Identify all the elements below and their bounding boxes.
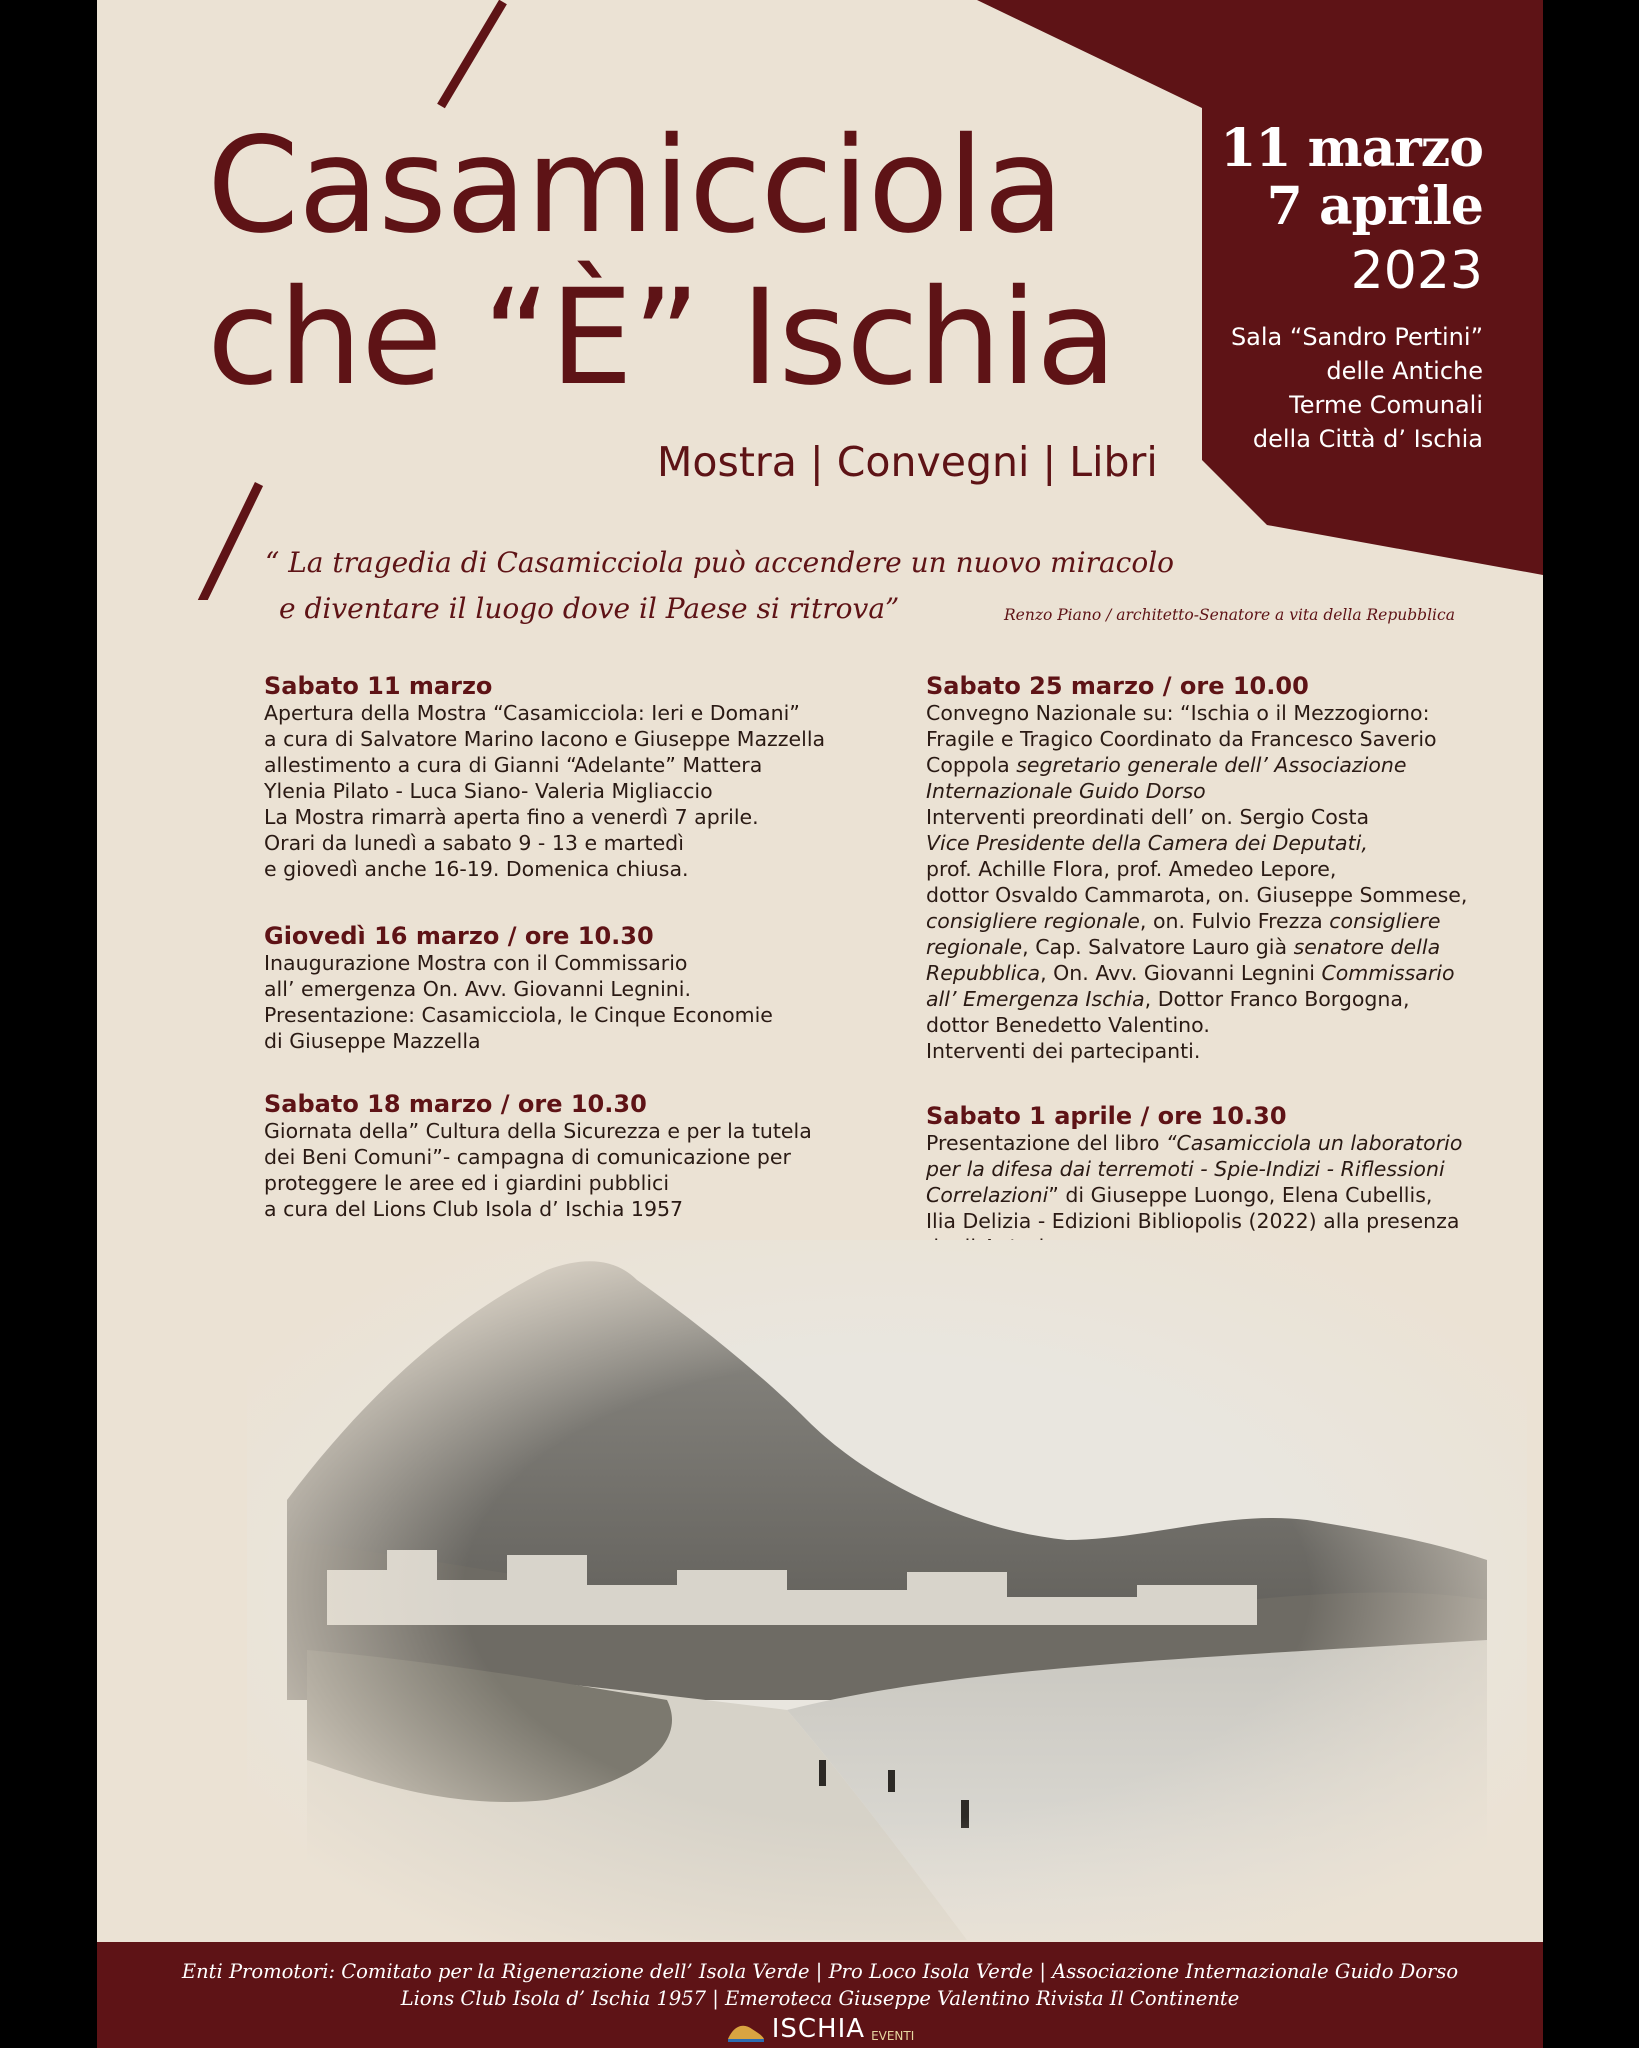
quote-line-1: “ La tragedia di Casamicciola può accendere un nuovo miracolo (265, 546, 1175, 579)
photo-vignette (247, 1240, 1527, 1940)
main-title (207, 110, 1116, 414)
event-line: Ylenia Pilato - Luca Siano- Valeria Migliaccio (264, 779, 713, 803)
event-giovedi-16-marzo (264, 922, 773, 1054)
diagonal-stroke-mid (101, 484, 259, 600)
quote-line-2: e diventare il luogo dove il Paese si ritrova” (279, 592, 900, 625)
event-line: dottor Benedetto Valentino. (926, 1013, 1210, 1037)
event-sabato-18-marzo (264, 1090, 812, 1222)
event-line: Ilia Delizia - Edizioni Bibliopolis (2022) alla presenza (926, 1209, 1460, 1233)
event-line: Presentazione: Casamicciola, le Cinque Economie (264, 1003, 773, 1027)
quote-author: Renzo Piano / architetto-Senatore a vita della Repubblica (1004, 606, 1455, 624)
start-date: 11 marzo (1220, 118, 1483, 179)
italic-span: consigliere (1329, 909, 1441, 933)
poster (97, 0, 1543, 2048)
venue (1220, 320, 1483, 456)
event-line: La Mostra rimarrà aperta fino a venerdì 7 aprile. (264, 805, 759, 829)
italic-span: segretario generale dell’ Associazione (1016, 753, 1407, 777)
event-line (926, 1130, 1462, 1156)
italic-span: senatore della (1293, 935, 1441, 959)
end-date: 7 aprile (1266, 176, 1483, 237)
event-heading: Sabato 11 marzo (264, 672, 493, 700)
italic-span: consigliere regionale (926, 909, 1140, 933)
italic-span: Repubblica (926, 961, 1041, 985)
event-line: Fragile e Tragico Coordinato da Francesco Saverio (926, 727, 1437, 751)
event-line (926, 778, 1467, 804)
event-sabato-25-marzo (926, 672, 1467, 1064)
text-span: Coppola (926, 753, 1017, 777)
text-span: , On. Avv. Giovanni Legnini (1040, 961, 1322, 985)
footer-band (97, 1942, 1543, 2048)
event-line: Inaugurazione Mostra con il Commissario (264, 951, 688, 975)
text-span: , on. Fulvio Frezza (1139, 909, 1330, 933)
text-span: , Cap. Salvatore Lauro già (1022, 935, 1294, 959)
island-logo-icon (726, 2019, 766, 2043)
event-line: di Giuseppe Mazzella (264, 1029, 481, 1053)
event-line (926, 830, 1467, 856)
event-sabato-11-marzo (264, 672, 825, 882)
logo-sub-text: EVENTI (871, 2029, 915, 2043)
event-line: Convegno Nazionale su: “Ischia o il Mezzogiorno: (926, 701, 1430, 725)
diagonal-stroke-top (441, 2, 503, 106)
italic-span: “Casamicciola un laboratorio (1165, 1131, 1463, 1155)
text-span: Presentazione del libro (926, 1131, 1166, 1155)
event-line: Orari da lunedì a sabato 9 - 13 e martedì (264, 831, 684, 855)
event-line (926, 1156, 1462, 1182)
event-line (926, 934, 1467, 960)
promoters-line-2: Lions Club Isola d’ Ischia 1957 | Emeroteca Giuseppe Valentino Rivista Il Continente (400, 1987, 1240, 2010)
event-line: Apertura della Mostra “Casamicciola: Ieri e Domani” (264, 701, 800, 725)
year: 2023 (1350, 241, 1483, 301)
venue-line: delle Antiche (1326, 357, 1483, 385)
event-line: a cura del Lions Club Isola d’ Ischia 1957 (264, 1197, 684, 1221)
event-line: a cura di Salvatore Marino Iacono e Giuseppe Mazzella (264, 727, 826, 751)
ischia-eventi-logo (726, 2015, 915, 2043)
italic-span: regionale (926, 935, 1023, 959)
text-span: ” di Giuseppe Luongo, Elena Cubellis, (1048, 1183, 1433, 1207)
title-line-1: Casamicciola (207, 109, 1064, 263)
title-line-2: che “È” Ischia (207, 261, 1117, 415)
event-line: Giornata della” Cultura della Sicurezza e per la tutela (264, 1119, 812, 1143)
italic-span: Correlazioni (926, 1183, 1049, 1207)
date-panel (1220, 120, 1483, 456)
event-heading: Sabato 1 aprile / ore 10.30 (926, 1102, 1287, 1130)
event-line: Interventi preordinati dell’ on. Sergio Costa (926, 805, 1370, 829)
italic-span: per la difesa dai terremoti - Spie-Indizi - Riflessioni (926, 1157, 1445, 1181)
venue-line: della Città d’ Ischia (1252, 425, 1483, 453)
logo-brand-text: ISCHIA (771, 2014, 866, 2044)
event-line: dei Beni Comuni”- campagna di comunicazione per (264, 1145, 791, 1169)
event-heading: Sabato 18 marzo / ore 10.30 (264, 1090, 647, 1118)
event-line (926, 752, 1467, 778)
event-line (926, 1182, 1462, 1208)
event-line: prof. Achille Flora, prof. Amedeo Lepore, (926, 857, 1337, 881)
italic-span: all’ Emergenza Ischia (926, 987, 1145, 1011)
event-line: all’ emergenza On. Avv. Giovanni Legnini. (264, 977, 691, 1001)
event-line (926, 986, 1467, 1012)
italic-span: Vice Presidente della Camera dei Deputati, (926, 831, 1368, 855)
event-line (926, 908, 1467, 934)
event-line (926, 960, 1467, 986)
historic-photo (247, 1240, 1527, 1940)
event-line: proteggere le aree ed i giardini pubblici (264, 1171, 670, 1195)
event-line: e giovedì anche 16-19. Domenica chiusa. (264, 857, 689, 881)
text-span: , Dottor Franco Borgogna, (1144, 987, 1410, 1011)
italic-span: Internazionale Guido Dorso (926, 779, 1206, 803)
event-line: Interventi dei partecipanti. (926, 1039, 1201, 1063)
subtitle: Mostra | Convegni | Libri (657, 438, 1158, 486)
italic-span: Commissario (1321, 961, 1455, 985)
venue-line: Terme Comunali (1289, 391, 1483, 419)
promoters-line-1: Enti Promotori: Comitato per la Rigenerazione dell’ Isola Verde | Pro Loco Isola Verde | Associazione Internazionale Guido Dorso (181, 1960, 1459, 1983)
event-line: dottor Osvaldo Cammarota, on. Giuseppe Sommese, (926, 883, 1468, 907)
event-heading: Sabato 25 marzo / ore 10.00 (926, 672, 1309, 700)
event-heading: Giovedì 16 marzo / ore 10.30 (264, 922, 654, 950)
event-line: allestimento a cura di Gianni “Adelante” Mattera (264, 753, 763, 777)
venue-line: Sala “Sandro Pertini” (1230, 323, 1483, 351)
